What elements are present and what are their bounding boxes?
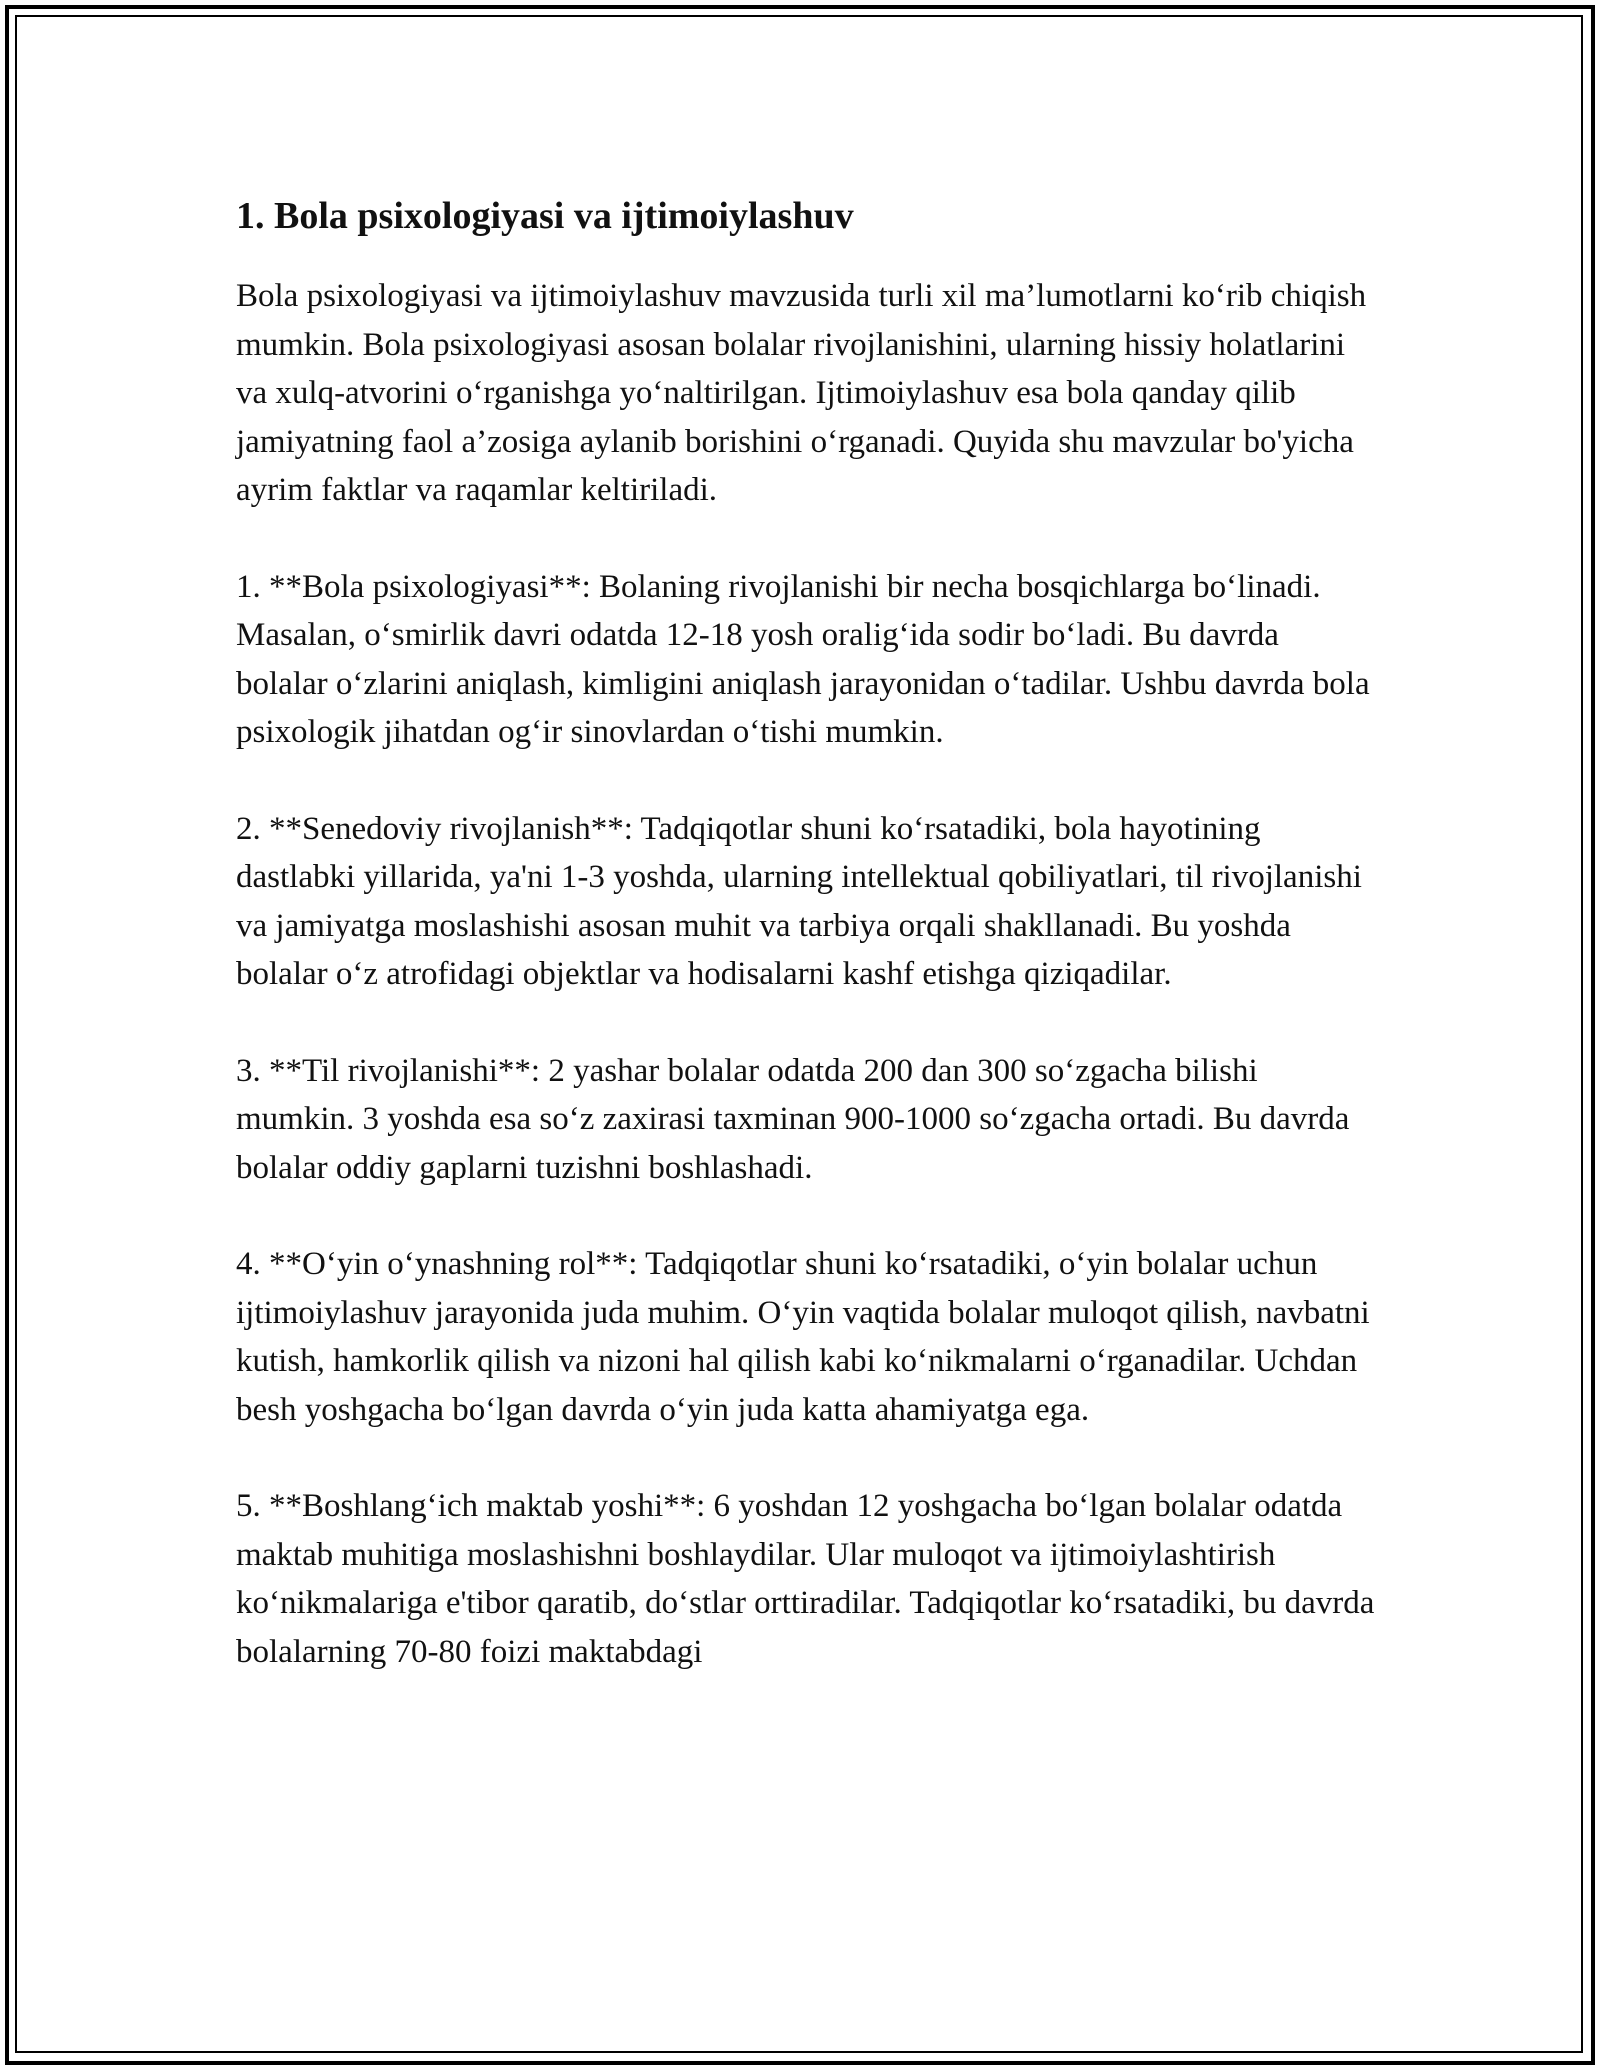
list-item-senedoviy-rivojlanish: 2. **Senedoviy rivojlanish**: Tadqiqotlar shuni ko‘rsatadiki, bola hayotining dastlabki yillarida, ya'ni 1-3 yoshda, ularning intellektual qobiliyatlari, til rivojlanishi va jamiyatga moslashishi asosan muhit va tarbiya orqali shakllanadi. Bu yoshda bolalar o‘z atrofidagi objektlar va hodisalarni kashf etishga qiziqadilar. (236, 810, 1362, 992)
list-item-bola-psixologiyasi: 1. **Bola psixologiyasi**: Bolaning rivojlanishi bir necha bosqichlarga bo‘linadi. Masalan, o‘smirlik davri odatda 12-18 yosh oralig‘ida sodir bo‘ladi. Bu davrda bolalar o‘zlarini aniqlash, kimligini aniqlash jarayonidan o‘tadilar. Ushbu davrda bola psixologik jihatdan og‘ir sinovlardan o‘tishi mumkin. (236, 568, 1370, 750)
list-item-boshlangich-maktab-yoshi: 5. **Boshlang‘ich maktab yoshi**: 6 yoshdan 12 yoshgacha bo‘lgan bolalar odatda maktab muhitiga moslashishni boshlaydilar. Ular muloqot va ijtimoiylashtirish ko‘nikmalariga e'tibor qaratib, do‘stlar orttiradilar. Tadqiqotlar ko‘rsatadiki, bu davrda bolalarning 70-80 foizi maktabdagi (236, 1488, 1375, 1670)
list-item-til-rivojlanishi: 3. **Til rivojlanishi**: 2 yashar bolalar odatda 200 dan 300 so‘zgacha bilishi mumkin. 3 yoshda esa so‘z zaxirasi taxminan 900-1000 so‘zgacha ortadi. Bu davrda bolalar oddiy gaplarni tuzishni boshlashadi. (236, 1052, 1350, 1186)
section-heading: 1. Bola psixologiyasi va ijtimoiylashuv (236, 195, 854, 237)
list-item-oyin-oynashning-rol: 4. **O‘yin o‘ynashning rol**: Tadqiqotlar shuni ko‘rsatadiki, o‘yin bolalar uchun ijtimoiylashuv jarayonida juda muhim. O‘yin vaqtida bolalar muloqot qilish, navbatni kutish, hamkorlik qilish va nizoni hal qilish kabi ko‘nikmalarni o‘rganadilar. Uchdan besh yoshgacha bo‘lgan davrda o‘yin juda katta ahamiyatga ega. (236, 1246, 1370, 1428)
document-body (236, 188, 1376, 1724)
intro-paragraph: Bola psixologiyasi va ijtimoiylashuv mavzusida turli xil ma’lumotlarni ko‘rib chiqish mumkin. Bola psixologiyasi asosan bolalar rivojlanishini, ularning hissiy holatlarini va xulq-atvorini o‘rganishga yo‘naltirilgan. Ijtimoiylashuv esa bola qanday qilib jamiyatning faol a’zosiga aylanib borishini o‘rganadi. Quyida shu mavzular bo'yicha ayrim faktlar va raqamlar keltiriladi. (236, 278, 1367, 508)
